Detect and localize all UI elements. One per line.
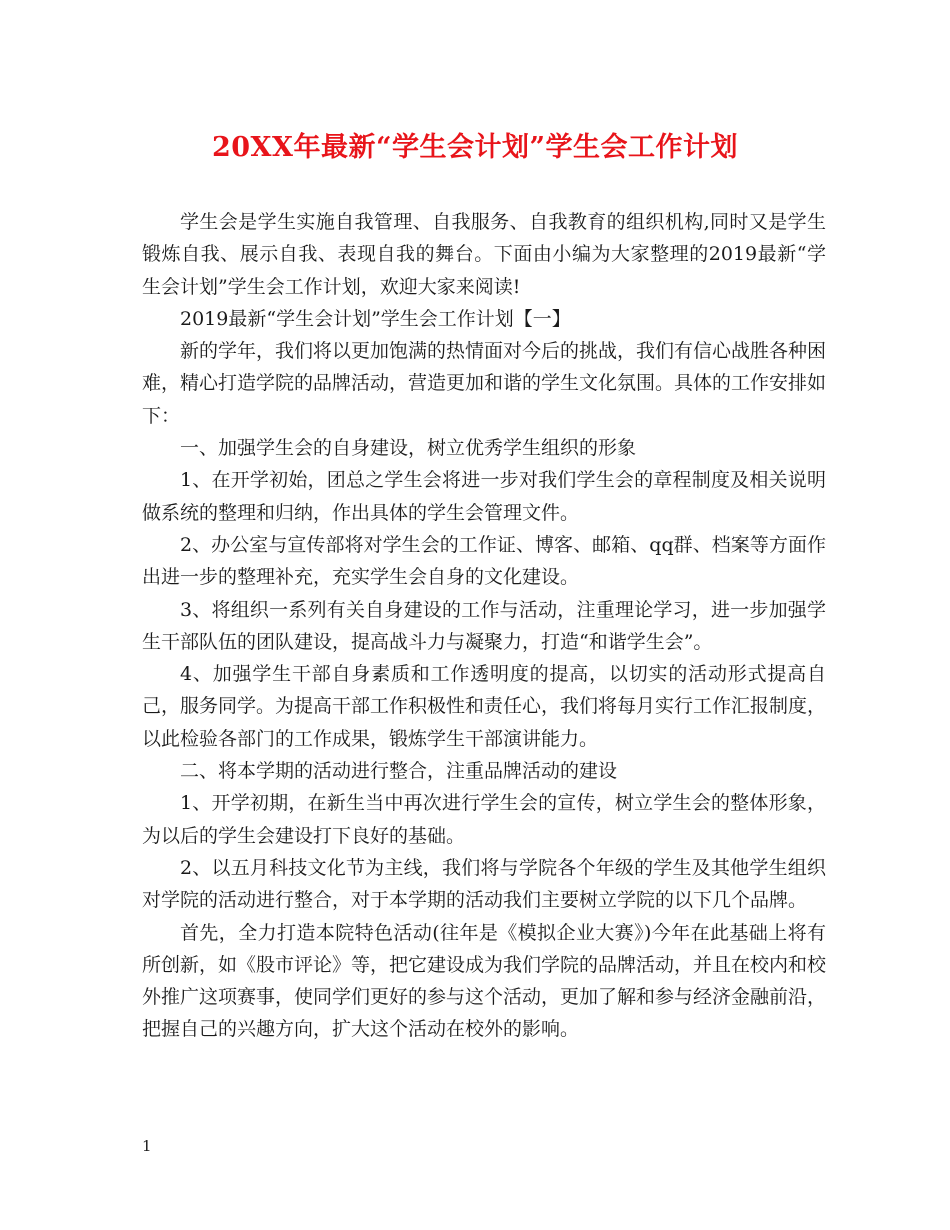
page-number: 1 bbox=[142, 1137, 152, 1155]
document-title: 20XX年最新“学生会计划”学生会工作计划 bbox=[211, 132, 739, 163]
paragraph-item-1: 1、在开学初始，团总之学生会将进一步对我们学生会的章程制度及相关说明做系统的整理和归纳，作出具体的学生会管理文件。 bbox=[142, 469, 826, 524]
paragraph-item-2: 2、办公室与宣传部将对学生会的工作证、博客、邮箱、qq群、档案等方面作出进一步的整理补充，充实学生会自身的文化建设。 bbox=[142, 533, 826, 589]
paragraph-heading-one: 一、加强学生会的自身建设，树立优秀学生组织的形象 bbox=[180, 437, 637, 460]
paragraph-item-2-2: 2、以五月科技文化节为主线，我们将与学院各个年级的学生及其他学生组织对学院的活动进行整合，对于本学期的活动我们主要树立学院的以下几个品牌。 bbox=[142, 856, 826, 912]
paragraph-intro: 学生会是学生实施自我管理、自我服务、自我教育的组织机构,同时又是学生锻炼自我、展示自我、表现自我的舞台。下面由小编为大家整理的2019最新“学生会计划”学生会工作计划，欢迎大家来阅读! bbox=[142, 211, 826, 298]
paragraph-first: 首先，全力打造本院特色活动(往年是《模拟企业大赛》)今年在此基础上将有所创新，如《股市评论》等，把它建设成为我们学院的品牌活动，并且在校内和校外推广这项赛事，使同学们更好的参与这个活动，更加了解和参与经济金融前沿，把握自己的兴趣方向，扩大这个活动在校外的影响。 bbox=[142, 921, 827, 1041]
paragraph-item-4: 4、加强学生干部自身素质和工作透明度的提高，以切实的活动形式提高自己，服务同学。为提高干部工作积极性和责任心，我们将每月实行工作汇报制度，以此检验各部门的工作成果，锻炼学生干部演讲能力。 bbox=[142, 663, 827, 750]
document-body bbox=[142, 206, 826, 1046]
paragraph-item-2-1: 1、开学初期，在新生当中再次进行学生会的宣传，树立学生会的整体形象，为以后的学生会建设打下良好的基础。 bbox=[142, 792, 826, 847]
paragraph-item-3: 3、将组织一系列有关自身建设的工作与活动，注重理论学习，进一步加强学生干部队伍的团队建设，提高战斗力与凝聚力，打造“和谐学生会”。 bbox=[142, 598, 826, 653]
paragraph-overview: 新的学年，我们将以更加饱满的热情面对今后的挑战，我们有信心战胜各种困难，精心打造学院的品牌活动，营造更加和谐的学生文化氛围。具体的工作安排如下： bbox=[142, 340, 827, 427]
paragraph-section-heading: 2019最新“学生会计划”学生会工作计划【一】 bbox=[180, 307, 571, 330]
paragraph-heading-two: 二、将本学期的活动进行整合，注重品牌活动的建设 bbox=[180, 760, 618, 783]
